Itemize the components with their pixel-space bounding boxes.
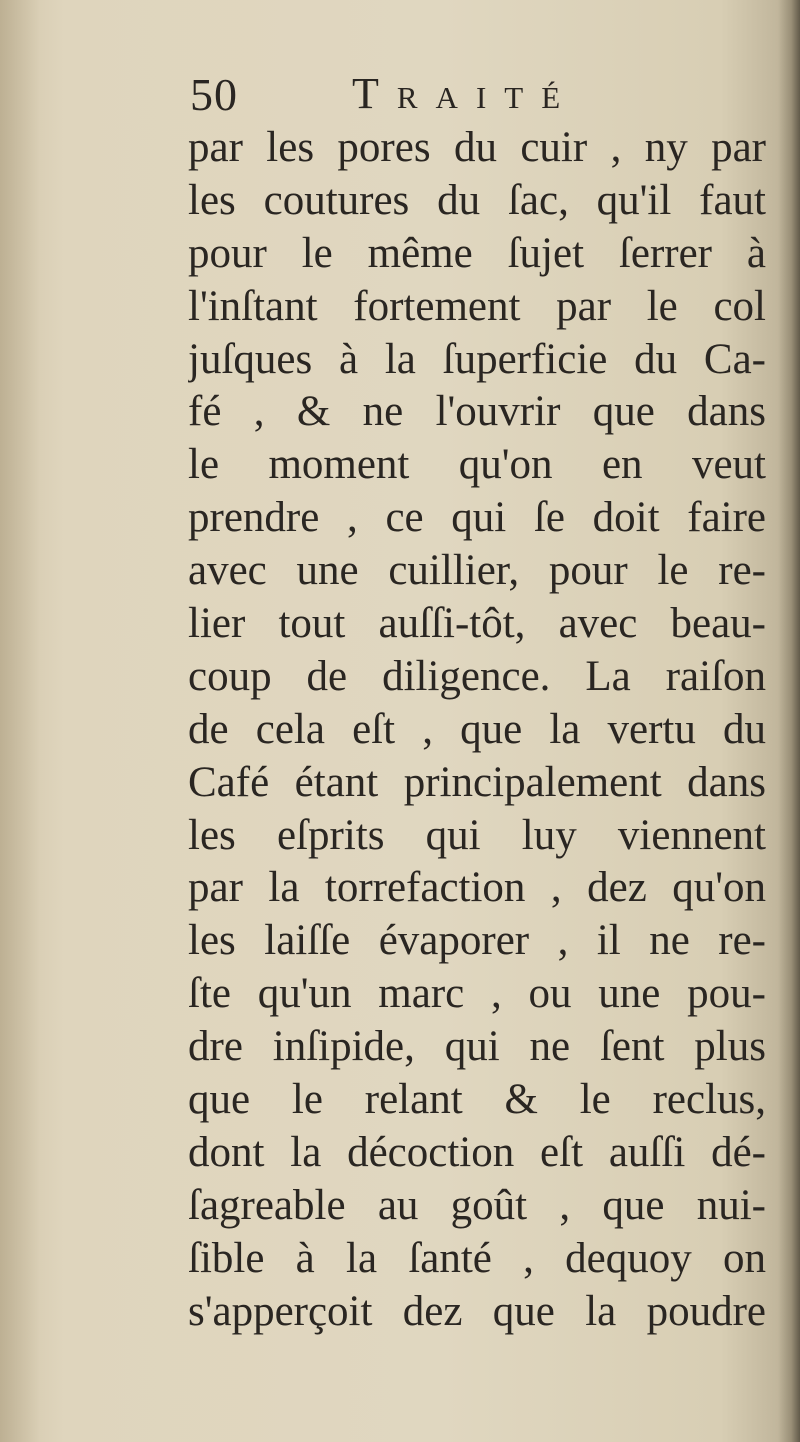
text-line: pour le même ſujet ſerrer à [188, 229, 766, 277]
text-line: lier tout auſſi-tôt, avec beau- [188, 600, 766, 648]
text-line: les eſprits qui luy viennent [188, 811, 766, 859]
body-text [188, 122, 766, 1338]
text-line: que le relant & le reclus, [188, 1076, 766, 1124]
text-line: fé , & ne l'ouvrir que dans [188, 388, 766, 436]
text-line: coup de diligence. La raiſon [188, 652, 766, 700]
text-line: prendre , ce qui ſe doit faire [188, 494, 766, 542]
page-number: 50 [190, 69, 238, 120]
text-line: dont la décoction eſt auſſi dé- [188, 1128, 766, 1176]
text-line: juſques à la ſuperficie du Ca- [188, 335, 766, 383]
text-line: s'apperçoit dez que la poudre [188, 1287, 766, 1335]
page-gutter-shadow [0, 0, 40, 1442]
text-line: ſte qu'un marc , ou une pou- [188, 970, 766, 1018]
text-line: l'inſtant fortement par le col [188, 282, 766, 330]
page-edge-shadow [778, 0, 800, 1442]
text-line: dre inſipide, qui ne ſent plus [188, 1023, 766, 1071]
text-line: avec une cuillier, pour le re- [188, 547, 766, 595]
text-line: le moment qu'on en veut [188, 441, 766, 489]
running-head: Traité [352, 69, 579, 118]
text-line: de cela eſt , que la vertu du [188, 705, 766, 753]
text-line: les laiſſe évaporer , il ne re- [188, 917, 766, 965]
text-line: par les pores du cuir , ny par [188, 124, 766, 171]
text-line: les coutures du ſac, qu'il faut [188, 176, 766, 224]
text-line: ſagreable au goût , que nui- [188, 1181, 766, 1229]
page-header [190, 68, 770, 128]
text-line: Café étant principalement dans [188, 758, 766, 806]
text-line: ſible à la ſanté , dequoy on [188, 1234, 766, 1282]
text-line: par la torrefaction , dez qu'on [188, 864, 766, 912]
